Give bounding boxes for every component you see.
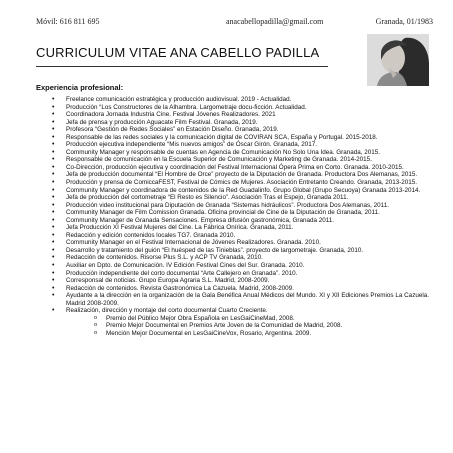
award-item: o Premio Mejor Documental en Premios Arte Joven de la Comunidad de Madrid, 2008. [94, 322, 429, 330]
list-item: • Responsable de comunicación en la Escuela Superior de Comunicación y Marketing de Granada. 2014-2015. [52, 156, 429, 164]
list-item: • Jefa de prensa y producción Aguacate Film Festival. Granada, 2019. [52, 119, 429, 127]
list-item: • Responsable de las redes sociales y la comunicación digital de COVIRAN SCA, España y Portugal. 2015-2018. [52, 134, 429, 142]
section-heading-experience: Experiencia profesional: [36, 83, 124, 92]
email-address[interactable]: anacabellopadilla@gmail.com [226, 17, 324, 26]
list-item: • Jefa de producción documental “El Hombre de Orce” proyecto de la Diputación de Granada. Productora Dos Alemanas, 2015. [52, 171, 429, 179]
list-item: • Community Manager y responsable de cuentas en Agencia de Comunicación No Solo Una Idea. Granada, 2015. [52, 149, 429, 157]
list-item: • Auxiliar en Dpto. de Comunicación. IV Edición Festival Cines del Sur. Granada. 2010. [52, 262, 429, 270]
list-item: • Freelance comunicación estratégica y producción audiovisual. 2019 - Actualidad. [52, 96, 429, 104]
list-item: • Producción y prensa de ComiccaFEST, Festival de Cómics de Mujeres. Asociación Entretanto Creando. Granada, 2013-2015. [52, 179, 429, 187]
list-item: • Profesora “Gestión de Redes Sociales” en Estación Diseño. Granada, 2019. [52, 126, 429, 134]
list-item: • Producción independiente del corto documental “Arte Callejero en Granada”. 2010. [52, 270, 429, 278]
list-item: • Community Manager de Film Comission Granada. Oficina provincial de Cine de la Diputación de Granada, 2011. [52, 209, 429, 217]
page-title: CURRICULUM VITAE ANA CABELLO PADILLA [36, 45, 320, 60]
awards-list [66, 315, 429, 338]
list-item: • Redacción de contenidos. Risorse Plus S.L. y ACP TV Granada, 2010. [52, 254, 429, 262]
list-item: • Ayudante a la dirección en la organización de la Gala Benéfica Anual Médicos del Mundo. XI y XII Ediciones Premios La Cazuela. Madrid 2008-2009. [52, 292, 429, 307]
list-item: • Producción video institucional para Diputación de Granada “Sistemas hidráulicos”. Productora Dos Alemanas, 2011. [52, 202, 429, 210]
list-item: • Community Manager de Granada Sensaciones. Empresa difusión gastronómica, Granada 2011. [52, 217, 429, 225]
award-item: o Premio del Público Mejor Obra Española en LesGaiCineMad, 2008. [94, 315, 429, 323]
contact-bar [36, 17, 433, 26]
list-item: • Community Manager y coordinadora de contenidos de la Red Guadalinfo. Grupo Global (Grupo Secuoya) Granada 2013-2014. [52, 187, 429, 195]
list-item: • Co-Dirección, producción ejecutiva y coordinación del Festival Internacional Ópera Prima en Corto. Granada. 2010-2015. [52, 164, 429, 172]
list-item: • Corresponsal de noticias. Grupo Europa Agraria S.L. Madrid, 2008-2009. [52, 277, 429, 285]
list-item: • Jefa de producción del cortometraje “El Resto es Silencio”. Asociación Tras el Espejo, Granada 2011. [52, 194, 429, 202]
list-item: • Jefa Producción XI Festival Mujeres del Cine. La Fábrica Onírica. Granada, 2011. [52, 224, 429, 232]
list-item: • Desarrollo y tratamiento del guión “El huésped de las Tinieblas”. proyecto de largometraje. Granada, 2010. [52, 247, 429, 255]
list-item: • Redacción y edición contenidos locales TG7. Granada 2010. [52, 232, 429, 240]
phone-number: Móvil: 616 811 695 [36, 17, 100, 26]
list-item-with-awards [52, 307, 429, 337]
list-item-label: Realización, dirección y montaje del corto documental Cuarto Creciente. [66, 307, 268, 315]
award-item: o Mención Mejor Documental en LesGaiCineVox, Rosario, Argentina. 2009. [94, 330, 429, 338]
title-divider [36, 66, 328, 67]
list-item: • Coordinadora Jornada Industria Cine. Festival Jóvenes Realizadores. 2021 [52, 111, 429, 119]
list-item: • Producción ejecutiva independiente “Mis nuevos amigos” de Óscar Girón. Granada, 2017. [52, 141, 429, 149]
experience-list [52, 96, 429, 338]
place-date: Granada, 01/1983 [375, 17, 433, 26]
profile-photo [367, 34, 429, 86]
list-item: • Producción “Los Constructores de la Alhambra. Largometraje docu-ficción. Actualidad. [52, 104, 429, 112]
list-item: • Community Manager en el Festival Internacional de Jóvenes Realizadores. Granada. 2010. [52, 239, 429, 247]
list-item: • Redacción de contenidos. Revista Gastronómica La Cazuela. Madrid, 2008-2009. [52, 285, 429, 293]
